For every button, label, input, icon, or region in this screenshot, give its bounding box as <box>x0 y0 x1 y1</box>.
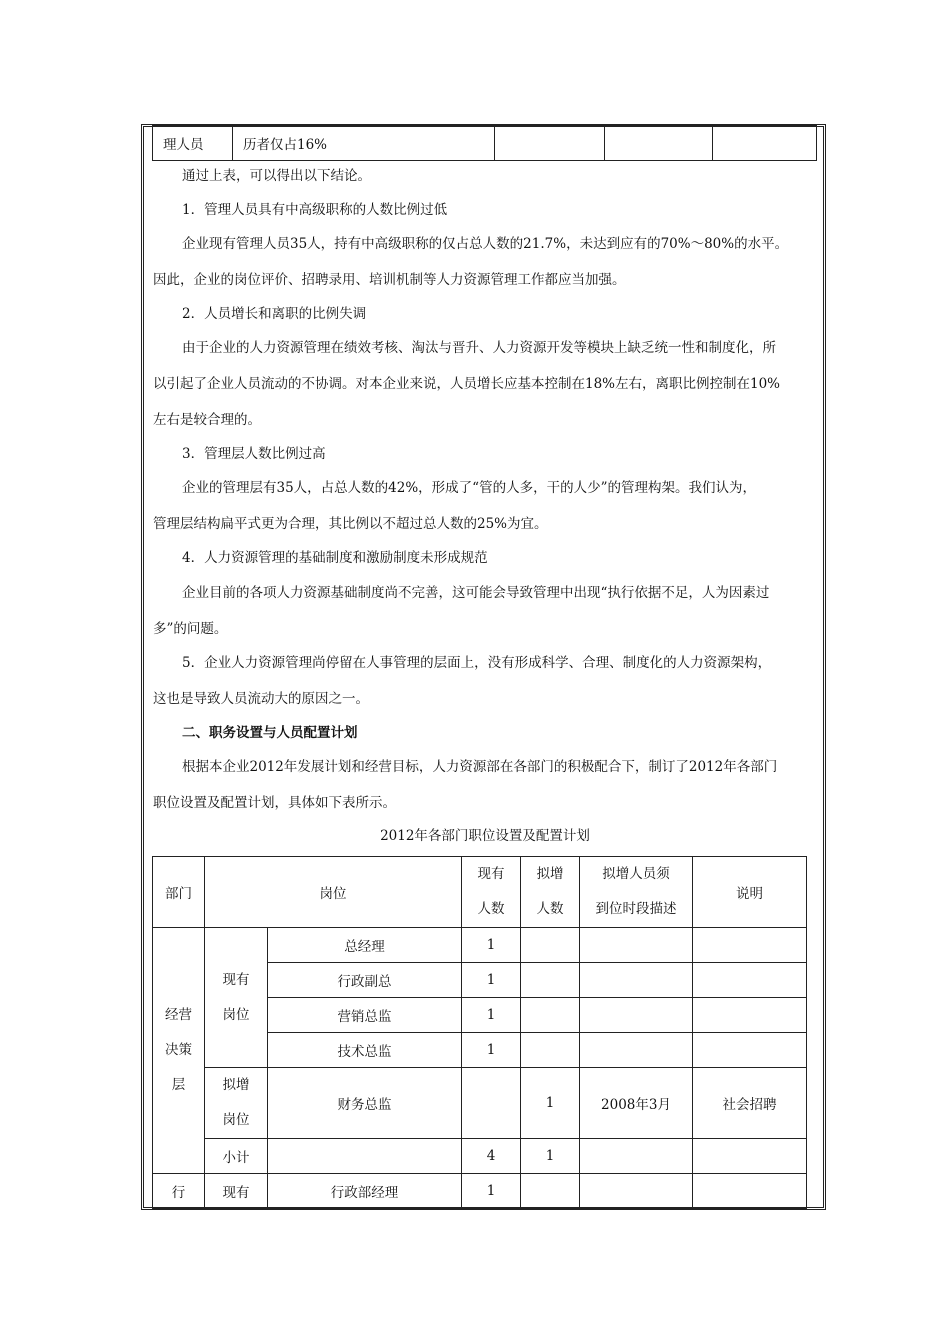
dept-line3: 层 <box>171 1077 186 1093</box>
existing-line1: 现有 <box>222 971 250 988</box>
paragraph: 职位设置及配置计划，具体如下表所示。 <box>153 795 396 811</box>
paragraph: 企业现有管理人员35人，持有中高级职称的仅占总人数的21.7%，未达到应有的70%～80%的水平。 <box>182 236 789 252</box>
heading-conclusion-2: 2．人员增长和离职的比例失调 <box>182 306 367 322</box>
current-cell: 1 <box>462 928 521 963</box>
header-planned-line1: 拟增 <box>536 866 564 882</box>
current-cell: 1 <box>462 963 521 998</box>
paragraph: 5．企业人力资源管理尚停留在人事管理的层面上，没有形成科学、合理、制度化的人力资源架构， <box>182 655 772 671</box>
table-cell <box>495 126 605 161</box>
planned-cell <box>521 963 580 998</box>
post-cell: 财务总监 <box>268 1068 462 1139</box>
header-planned-line2: 人数 <box>536 901 564 917</box>
desc-cell <box>580 1174 693 1209</box>
planned-cell <box>521 998 580 1033</box>
post-cell: 总经理 <box>268 928 462 963</box>
subtotal-current: 4 <box>462 1139 521 1174</box>
planned-cell <box>521 1033 580 1068</box>
existing-posts-cell <box>205 928 268 1068</box>
dept-line2: 决策 <box>165 1042 192 1058</box>
new-line2: 岗位 <box>222 1112 250 1128</box>
post-cell: 营销总监 <box>268 998 462 1033</box>
planned-cell: 1 <box>521 1068 580 1139</box>
note-cell <box>693 998 807 1033</box>
desc-cell <box>580 1139 693 1174</box>
table-cell: 历者仅占16% <box>233 126 495 161</box>
paragraph: 企业目前的各项人力资源基础制度尚不完善，这可能会导致管理中出现“执行依据不足，人为因素过 <box>182 585 770 601</box>
table-row <box>153 1174 807 1209</box>
subtotal-label: 小计 <box>205 1139 268 1174</box>
position-plan-table <box>152 856 807 1209</box>
planned-cell <box>521 1174 580 1209</box>
table-cell: 理人员 <box>153 126 233 161</box>
new-line1: 拟增 <box>222 1077 250 1093</box>
current-cell: 1 <box>462 1033 521 1068</box>
post-cell: 行政副总 <box>268 963 462 998</box>
desc-cell <box>580 1033 693 1068</box>
table-cell <box>605 126 713 161</box>
note-cell <box>693 1139 807 1174</box>
header-desc-line1: 拟增人员须 <box>602 866 670 882</box>
table-row <box>153 126 817 161</box>
note-cell <box>693 963 807 998</box>
table-cell <box>713 126 817 161</box>
heading-conclusion-4: 4．人力资源管理的基础制度和激励制度未形成规范 <box>182 550 488 566</box>
paragraph: 通过上表，可以得出以下结论。 <box>182 168 371 184</box>
table-row <box>153 928 807 963</box>
existing-line2: 岗位 <box>222 1006 250 1023</box>
current-cell <box>462 1068 521 1139</box>
post-cell: 技术总监 <box>268 1033 462 1068</box>
desc-cell <box>580 998 693 1033</box>
continued-table <box>152 125 817 161</box>
desc-cell <box>580 963 693 998</box>
post-cell <box>268 1139 462 1174</box>
note-cell <box>693 1174 807 1209</box>
current-cell: 1 <box>462 1174 521 1209</box>
current-cell: 1 <box>462 998 521 1033</box>
section-heading: 二、职务设置与人员配置计划 <box>182 725 358 741</box>
heading-conclusion-1: 1．管理人员具有中高级职称的人数比例过低 <box>182 202 448 218</box>
header-desc <box>580 857 693 928</box>
header-dept: 部门 <box>153 857 205 928</box>
paragraph: 多”的问题。 <box>153 621 228 637</box>
paragraph: 左右是较合理的。 <box>153 412 261 428</box>
planned-cell <box>521 928 580 963</box>
paragraph: 因此，企业的岗位评价、招聘录用、培训机制等人力资源管理工作都应当加强。 <box>153 272 626 288</box>
dept-cell: 行 <box>153 1174 205 1209</box>
desc-cell: 2008年3月 <box>580 1068 693 1139</box>
dept-line1: 经营 <box>165 1007 192 1023</box>
header-current-line2: 人数 <box>477 901 505 917</box>
subtotal-planned: 1 <box>521 1139 580 1174</box>
heading-conclusion-3: 3．管理层人数比例过高 <box>182 446 326 462</box>
header-current-line1: 现有 <box>477 866 505 882</box>
header-post: 岗位 <box>205 857 462 928</box>
table-caption: 2012年各部门职位设置及配置计划 <box>380 828 590 844</box>
new-posts-cell <box>205 1068 268 1139</box>
subtotal-row <box>153 1139 807 1174</box>
paragraph: 这也是导致人员流动大的原因之一。 <box>153 691 369 707</box>
header-current <box>462 857 521 928</box>
header-planned <box>521 857 580 928</box>
paragraph: 管理层结构扁平式更为合理，其比例以不超过总人数的25%为宜。 <box>153 516 548 532</box>
header-desc-line2: 到位时段描述 <box>595 901 677 917</box>
note-cell: 社会招聘 <box>693 1068 807 1139</box>
desc-cell <box>580 928 693 963</box>
table-header-row <box>153 857 807 928</box>
table-row <box>153 1068 807 1139</box>
existing-posts-cell: 现有 <box>205 1174 268 1209</box>
note-cell <box>693 1033 807 1068</box>
post-cell: 行政部经理 <box>268 1174 462 1209</box>
paragraph: 以引起了企业人员流动的不协调。对本企业来说，人员增长应基本控制在18%左右，离职比例控制在10% <box>153 376 781 392</box>
paragraph: 根据本企业2012年发展计划和经营目标，人力资源部在各部门的积极配合下，制订了2012年各部门 <box>182 759 778 775</box>
dept-cell <box>153 928 205 1174</box>
header-note: 说明 <box>693 857 807 928</box>
paragraph: 由于企业的人力资源管理在绩效考核、淘汰与晋升、人力资源开发等模块上缺乏统一性和制度化，所 <box>182 340 776 356</box>
note-cell <box>693 928 807 963</box>
paragraph: 企业的管理层有35人，占总人数的42%，形成了“管的人多，干的人少”的管理构架。我们认为， <box>182 480 756 496</box>
